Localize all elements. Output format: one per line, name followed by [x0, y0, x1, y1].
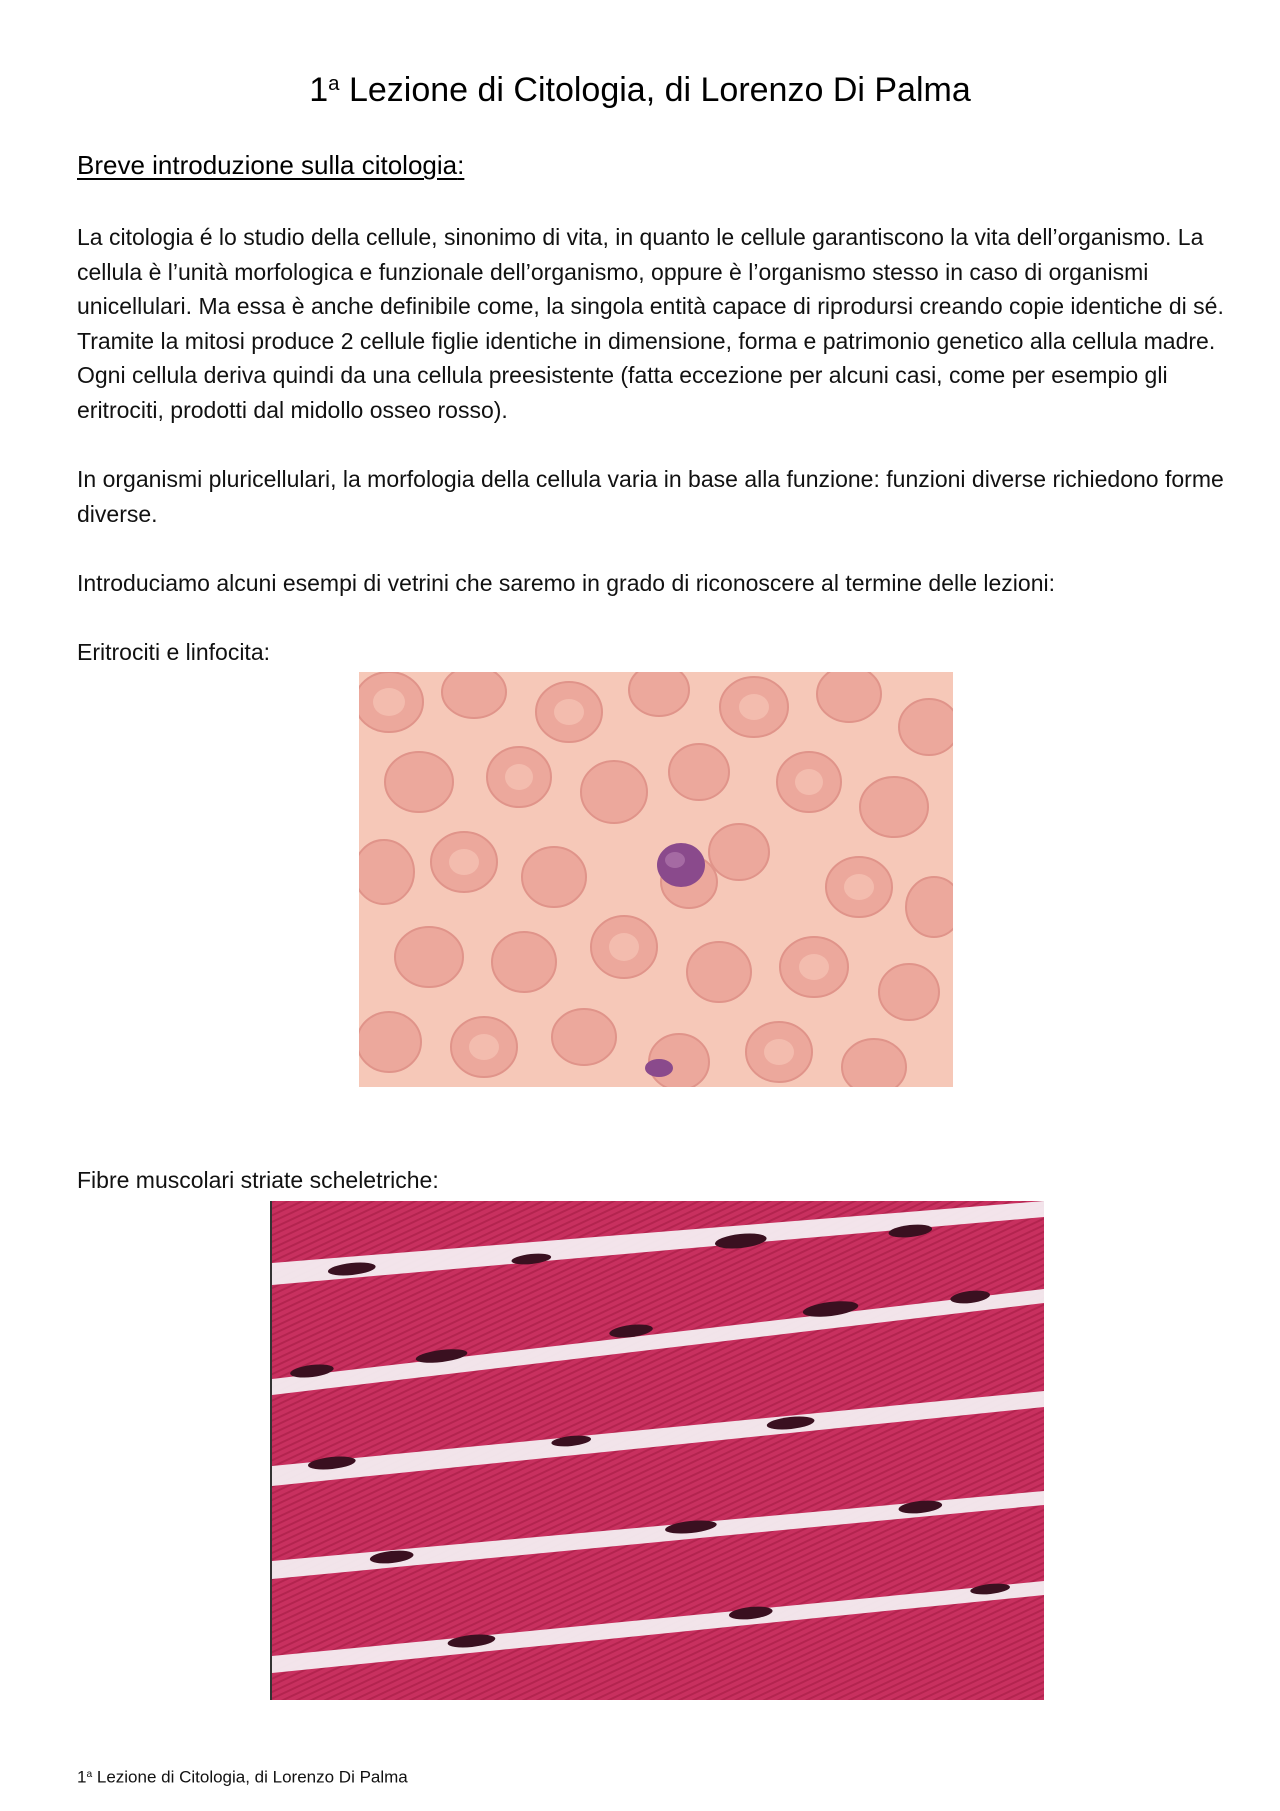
title-ordinal: a [328, 73, 340, 95]
blood-smear-image [359, 672, 953, 1087]
title-text: Lezione di Citologia, di Lorenzo Di Palma [339, 71, 971, 110]
page-footer [77, 1764, 408, 1789]
paragraph-intro: La citologia é lo studio della cellule, sinonimo di vita, in quanto le cellule garantiscono la vita dell’organismo. La cellula è l’unità morfologica e funzionale dell’organismo, oppure è l’organismo stesso in caso di organismi unicellulari. Ma essa è anche definibile come, la singola entità capace di riprodursi creando copie identiche di sé. Tramite la mitosi produce 2 cellule figlie identiche in dimensione, forma e patrimonio genetico alla cellula madre. Ogni cellula deriva quindi da una cellula preesistente (fatta eccezione per alcuni casi, come per esempio gli eritrociti, prodotti dal midollo osseo rosso). [77, 224, 1224, 423]
footer-ordinal: a [86, 1769, 93, 1780]
footer-number: 1 [77, 1767, 87, 1787]
section-heading-text: Breve introduzione sulla citologia [77, 150, 458, 180]
section-heading [77, 148, 464, 182]
paragraph-slides-intro: Introduciamo alcuni esempi di vetrini che saremo in grado di riconoscere al termine delle lezioni: [77, 570, 1055, 596]
title-number: 1 [309, 71, 329, 110]
blood-smear-illustration [359, 672, 953, 1087]
caption-blood-smear: Eritrociti e linfocita: [77, 639, 271, 665]
section-heading-suffix: : [457, 150, 465, 180]
page-title [0, 62, 1280, 112]
footer-text: Lezione di Citologia, di Lorenzo Di Palma [92, 1767, 408, 1787]
skeletal-muscle-image [270, 1201, 1044, 1700]
paragraph-morphology: In organismi pluricellulari, la morfologia della cellula varia in base alla funzione: funzioni diverse richiedono forme diverse. [77, 466, 1224, 527]
skeletal-muscle-illustration [272, 1201, 1044, 1700]
caption-muscle-fibers: Fibre muscolari striate scheletriche: [77, 1167, 439, 1193]
